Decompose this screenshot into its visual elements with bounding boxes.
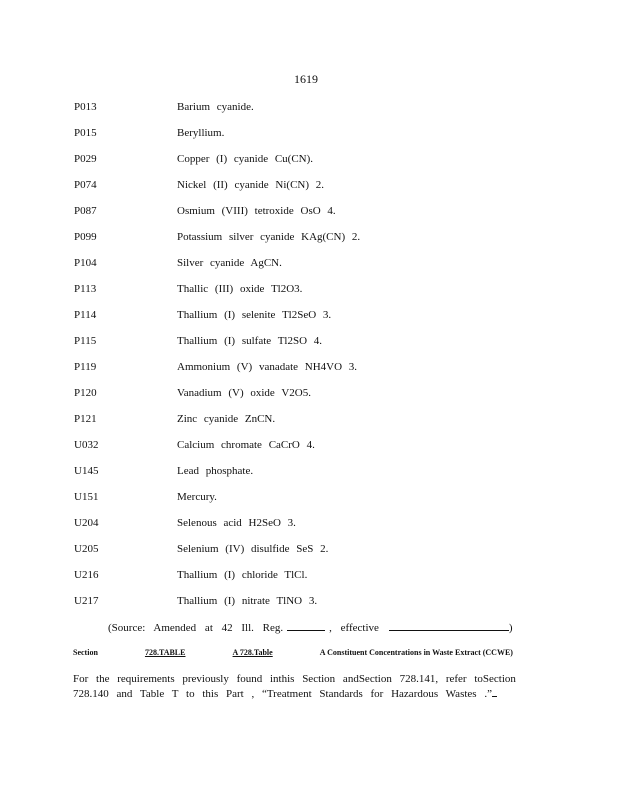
waste-name: Copper (I) cyanide Cu(CN). xyxy=(177,153,314,165)
waste-code: P115 xyxy=(74,335,97,347)
list-item xyxy=(74,230,594,256)
waste-code: U145 xyxy=(74,465,99,477)
waste-name: Thallium (I) chloride TlCl. xyxy=(177,569,308,581)
waste-name: Potassium silver cyanide KAg(CN) 2. xyxy=(177,231,361,243)
waste-name: Beryllium. xyxy=(177,127,225,139)
section-title: A Constituent Concentrations in Waste Extract (CCWE) xyxy=(319,648,513,657)
waste-code: P121 xyxy=(74,413,97,425)
section-heading xyxy=(73,648,513,657)
section-label: Section xyxy=(73,648,98,657)
source-amended: Amended at 42 Ill. Reg. xyxy=(153,622,284,634)
list-item xyxy=(74,386,594,412)
waste-code: P074 xyxy=(74,179,97,191)
list-item xyxy=(74,178,594,204)
section-table-ref: 728.TABLE xyxy=(144,648,186,657)
waste-name: Thallium (I) nitrate TlNO 3. xyxy=(177,595,318,607)
page-number: 1619 xyxy=(294,72,318,86)
waste-name: Ammonium (V) vanadate NH4VO 3. xyxy=(177,361,358,373)
list-item xyxy=(74,308,594,334)
list-item xyxy=(74,568,594,594)
waste-name: Barium cyanide. xyxy=(177,101,254,113)
effective-date-blank-line xyxy=(389,620,509,631)
waste-code: U204 xyxy=(74,517,99,529)
source-note: (Source: Amended at 42 Ill. Reg. , effective ) xyxy=(108,622,513,634)
list-item xyxy=(74,594,594,620)
waste-code: P013 xyxy=(74,101,97,113)
waste-code: P104 xyxy=(74,257,97,269)
waste-name: Nickel (II) cyanide Ni(CN) 2. xyxy=(177,179,325,191)
section-table-a: A 728.Table xyxy=(232,648,273,657)
waste-name: Thallium (I) selenite Tl2SeO 3. xyxy=(177,309,332,321)
list-item xyxy=(74,490,594,516)
waste-name: Selenous acid H2SeO 3. xyxy=(177,517,296,529)
waste-name: Vanadium (V) oxide V2O5. xyxy=(177,387,311,399)
waste-code: U217 xyxy=(74,595,99,607)
end-mark xyxy=(492,688,497,697)
list-item xyxy=(74,282,594,308)
list-item xyxy=(74,438,594,464)
list-item xyxy=(74,204,594,230)
waste-code-list xyxy=(74,100,594,620)
list-item xyxy=(74,100,594,126)
waste-code: P029 xyxy=(74,153,97,165)
list-item xyxy=(74,516,594,542)
waste-code: U151 xyxy=(74,491,99,503)
body-text: For the requirements previously found inthis Section andSection 728.141, refer toSection 728.140 and Table T to this Part , “Treatment Standards for Hazardous Wastes .” xyxy=(73,673,516,700)
waste-code: P119 xyxy=(74,361,97,373)
waste-code: U205 xyxy=(74,543,99,555)
waste-name: Zinc cyanide ZnCN. xyxy=(177,413,276,425)
list-item xyxy=(74,152,594,178)
waste-name: Calcium chromate CaCrO 4. xyxy=(177,439,315,451)
waste-name: Thallic (III) oxide Tl2O3. xyxy=(177,283,303,295)
waste-code: P120 xyxy=(74,387,97,399)
source-suffix: ) xyxy=(508,622,513,634)
waste-code: P087 xyxy=(74,205,97,217)
waste-code: P114 xyxy=(74,309,97,321)
waste-name: Thallium (I) sulfate Tl2SO 4. xyxy=(177,335,323,347)
waste-name: Silver cyanide AgCN. xyxy=(177,257,282,269)
list-item xyxy=(74,412,594,438)
reg-blank-line xyxy=(287,620,325,631)
waste-name: Selenium (IV) disulfide SeS 2. xyxy=(177,543,329,555)
source-effective: effective xyxy=(340,622,379,634)
waste-code: P099 xyxy=(74,231,97,243)
list-item xyxy=(74,256,594,282)
waste-code: P113 xyxy=(74,283,97,295)
waste-name: Lead phosphate. xyxy=(177,465,254,477)
source-prefix: (Source: xyxy=(108,622,146,634)
waste-name: Osmium (VIII) tetroxide OsO 4. xyxy=(177,205,336,217)
list-item xyxy=(74,126,594,152)
waste-code: P015 xyxy=(74,127,97,139)
list-item xyxy=(74,464,594,490)
list-item xyxy=(74,360,594,386)
waste-name: Mercury. xyxy=(177,491,217,503)
list-item xyxy=(74,542,594,568)
body-paragraph xyxy=(73,672,543,702)
waste-code: U032 xyxy=(74,439,99,451)
list-item xyxy=(74,334,594,360)
waste-code: U216 xyxy=(74,569,99,581)
